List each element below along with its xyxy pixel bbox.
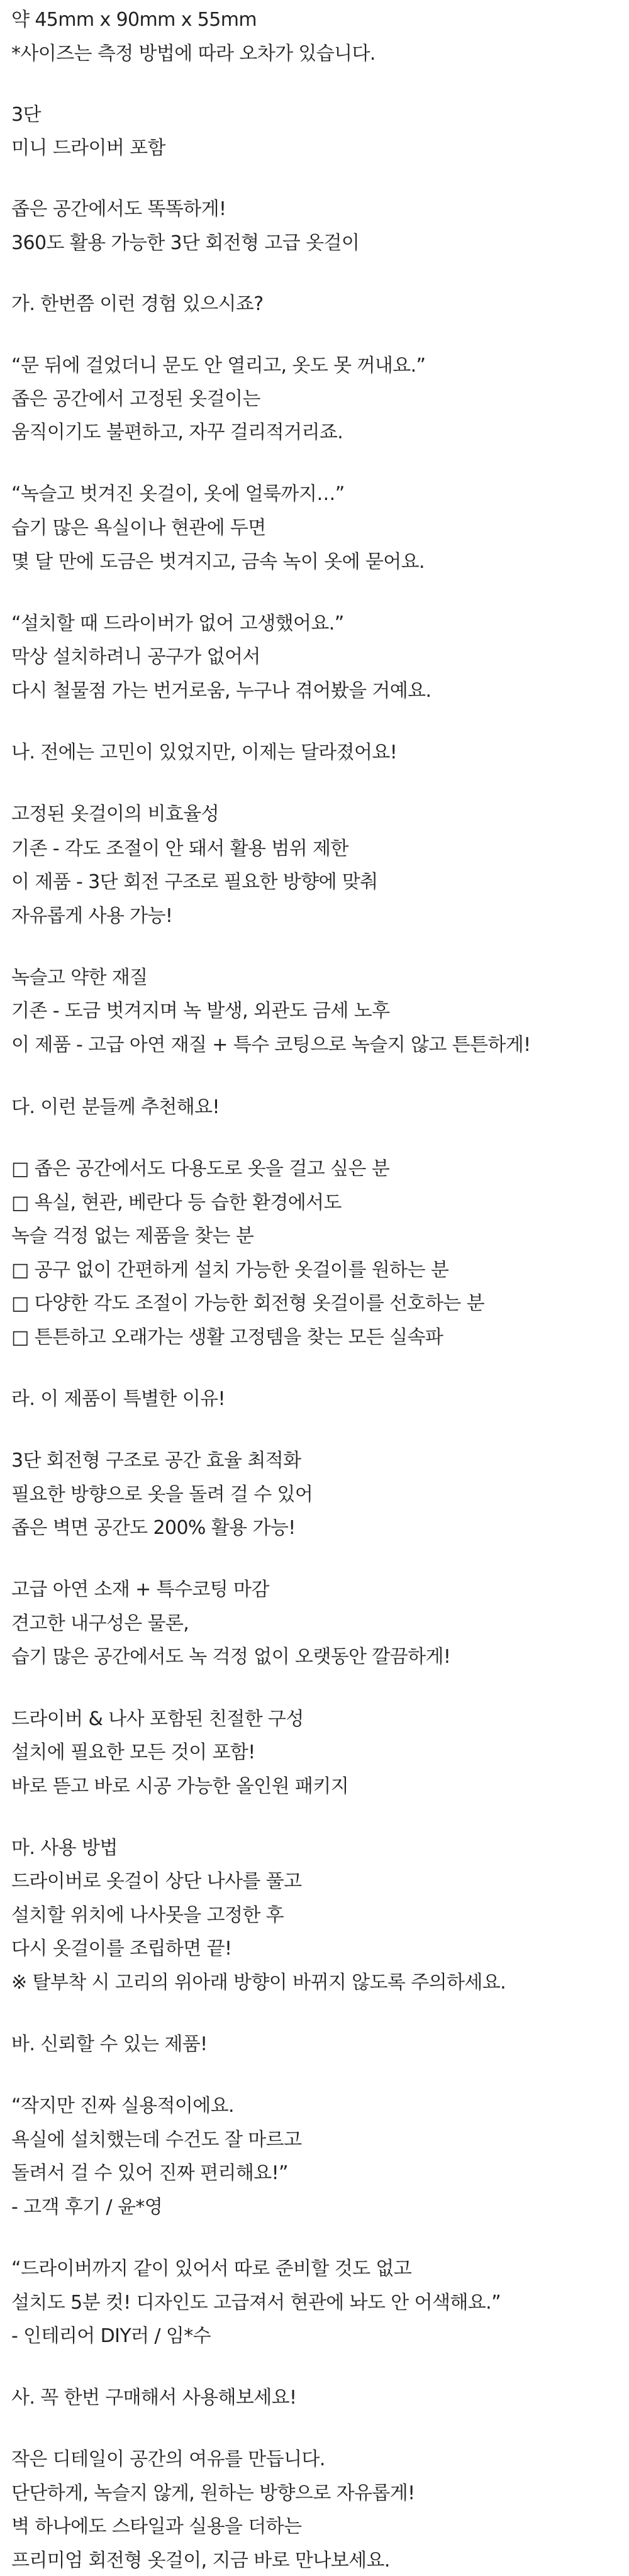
text-line: 바. 신뢰할 수 있는 제품! [11,2033,208,2055]
text-line: 설치에 필요한 모든 것이 포함! [11,1741,255,1763]
text-line: 고정된 옷걸이의 비효율성 [11,803,220,825]
text-line: 녹슬고 약한 재질 [11,967,148,989]
text-line: 다시 옷걸이를 조립하면 끝! [11,1938,232,1960]
text-line: *사이즈는 측정 방법에 따라 오차가 있습니다. [11,43,376,65]
text-line: “설치할 때 드라이버가 없어 고생했어요.” [11,613,344,635]
text-line: 다시 철물점 가는 번거로움, 누구나 겪어봤을 거예요. [11,680,431,702]
text-line: 좁은 벽면 공간도 200% 활용 가능! [11,1517,296,1539]
text-line: 이 제품 - 고급 아연 재질 + 특수 코팅으로 녹슬지 않고 튼튼하게! [11,1034,531,1056]
text-line: 가. 한번쯤 이런 경험 있으시죠? [11,293,264,315]
text-line: 견고한 내구성은 물론, [11,1613,189,1635]
text-line: 좁은 공간에서 고정된 옷걸이는 [11,388,260,410]
text-line: 라. 이 제품이 특별한 이유! [11,1388,225,1410]
text-line: 3단 [11,104,41,126]
text-line: 약 45mm x 90mm x 55mm [11,9,257,31]
text-line: 필요한 방향으로 옷을 돌려 걸 수 있어 [11,1484,313,1506]
text-line: “녹슬고 벗겨진 옷걸이, 옷에 얼룩까지…” [11,483,345,505]
text-line: 작은 디테일이 공간의 여유를 만듭니다. [11,2448,325,2470]
text-line: 설치도 5분 컷! 디자인도 고급져서 현관에 놔도 안 어색해요.” [11,2292,501,2314]
text-line: 습기 많은 공간에서도 녹 걱정 없이 오랫동안 깔끔하게! [11,1646,451,1668]
text-line: 벽 하나에도 스타일과 실용을 더하는 [11,2516,302,2538]
text-line: □ 욕실, 현관, 베란다 등 습한 환경에서도 [11,1192,342,1214]
text-line: 좁은 공간에서도 똑똑하게! [11,198,226,220]
text-line: 단단하게, 녹슬지 않게, 원하는 방향으로 자유롭게! [11,2482,415,2504]
text-line: 프리미엄 회전형 옷걸이, 지금 바로 만나보세요. [11,2550,390,2572]
text-line: 사. 꼭 한번 구매해서 사용해보세요! [11,2387,297,2409]
text-line: “드라이버까지 같이 있어서 따로 준비할 것도 없고 [11,2258,412,2280]
text-line: - 인테리어 DIY러 / 임*수 [11,2325,211,2347]
text-line: □ 공구 없이 간편하게 설치 가능한 옷걸이를 원하는 분 [11,1259,449,1281]
text-line: 기존 - 도금 벗겨지며 녹 발생, 외관도 금세 노후 [11,1000,390,1022]
text-line: 이 제품 - 3단 회전 구조로 필요한 방향에 맞춰 [11,871,378,893]
text-line: 드라이버 & 나사 포함된 친절한 구성 [11,1708,304,1730]
text-line: 3단 회전형 구조로 공간 효율 최적화 [11,1450,301,1472]
text-line: ※ 탈부착 시 고리의 위아래 방향이 바뀌지 않도록 주의하세요. [11,1972,506,1994]
text-line: 360도 활용 가능한 3단 회전형 고급 옷걸이 [11,232,360,254]
text-line: 나. 전에는 고민이 있었지만, 이제는 달라졌어요! [11,741,398,763]
text-line: 욕실에 설치했는데 수건도 잘 마르고 [11,2129,302,2151]
text-line: 바로 뜯고 바로 시공 가능한 올인원 패키지 [11,1775,349,1797]
text-line: “작지만 진짜 실용적이에요. [11,2095,234,2117]
text-line: 움직이기도 불편하고, 자꾸 걸리적거리죠. [11,421,343,443]
text-line: □ 다양한 각도 조절이 가능한 회전형 옷걸이를 선호하는 분 [11,1292,484,1314]
text-line: - 고객 후기 / 윤*영 [11,2196,163,2218]
text-line: □ 튼튼하고 오래가는 생활 고정템을 찾는 모든 실속파 [11,1326,443,1348]
text-line: 설치할 위치에 나사못을 고정한 후 [11,1904,284,1926]
text-line: 녹슬 걱정 없는 제품을 찾는 분 [11,1225,254,1247]
text-line: “문 뒤에 걸었더니 문도 안 열리고, 옷도 못 꺼내요.” [11,355,426,377]
text-line: 고급 아연 소재 + 특수코팅 마감 [11,1579,269,1601]
text-line: □ 좁은 공간에서도 다용도로 옷을 걸고 싶은 분 [11,1158,390,1180]
text-line: 기존 - 각도 조절이 안 돼서 활용 범위 제한 [11,838,348,860]
text-line: 몇 달 만에 도금은 벗겨지고, 금속 녹이 옷에 묻어요. [11,551,425,573]
text-line: 다. 이런 분들께 추천해요! [11,1096,220,1118]
text-line: 드라이버로 옷걸이 상단 나사를 풀고 [11,1870,302,1892]
text-line: 자유롭게 사용 가능! [11,905,173,927]
text-line: 습기 많은 욕실이나 현관에 두면 [11,517,266,539]
text-line: 막상 설치하려니 공구가 없어서 [11,646,260,668]
text-line: 돌려서 걸 수 있어 진짜 편리해요!” [11,2162,288,2184]
text-line: 마. 사용 방법 [11,1837,118,1859]
text-line: 미니 드라이버 포함 [11,137,165,159]
